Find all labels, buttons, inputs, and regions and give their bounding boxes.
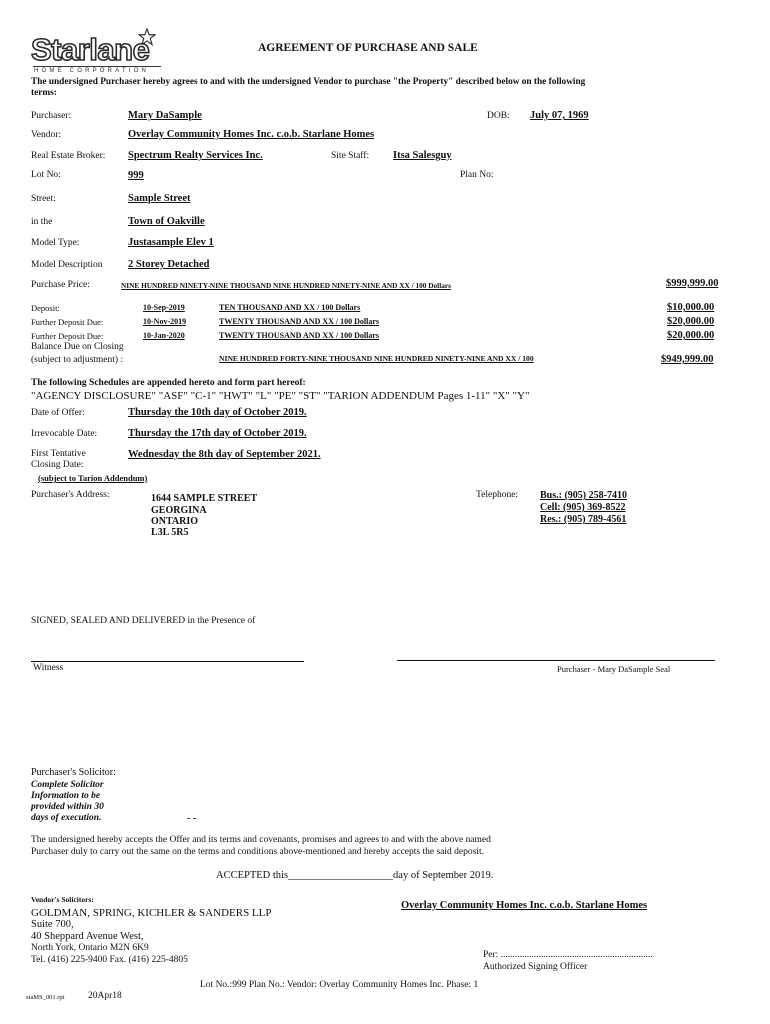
balance-label-1: Balance Due on Closing (31, 342, 124, 352)
authorized-signing-officer: Authorized Signing Officer (483, 962, 588, 972)
purchase-price-words: NINE HUNDRED NINETY-NINE THOUSAND NINE HUNDRED NINETY-NINE AND XX / 100 Dollars (121, 281, 451, 290)
plan-label: Plan No: (460, 170, 494, 180)
footer-file-name: staMS_001.rpt (26, 994, 65, 1001)
schedules-list: "AGENCY DISCLOSURE" "ASF" "C-1" "HWT" "L" "PE" "ST" "TARION ADDENDUM Pages 1-11" "X" "Y" (31, 390, 530, 402)
solicitor-note-1: Complete Solicitor (31, 780, 104, 790)
solicitor-note-3: provided within 30 (31, 802, 104, 812)
dob-label: DOB: (487, 111, 510, 121)
broker-value: Spectrum Realty Services Inc. (128, 150, 263, 161)
vendor-solicitor-suite: Suite 700, (31, 919, 74, 930)
balance-label-2: (subject to adjustment) : (31, 355, 124, 365)
address-line-4: L3L 5R5 (151, 527, 189, 538)
address-line-3: ONTARIO (151, 516, 199, 527)
balance-amount: $949,999.00 (661, 354, 714, 365)
phone-business: Bus.: (905) 258-7410 (540, 490, 627, 501)
vendor-solicitor-city: North York, Ontario M2N 6K9 (31, 943, 149, 953)
telephone-label: Telephone: (476, 490, 519, 500)
model-description-label: Model Description (31, 260, 103, 270)
balance-words: NINE HUNDRED FORTY-NINE THOUSAND NINE HUNDRED NINETY-NINE AND XX / 100 (219, 354, 534, 363)
solicitor-dashes: - - (187, 813, 197, 824)
purchaser-signature-line (397, 660, 715, 661)
footer-summary: Lot No.:999 Plan No.: Vendor: Overlay Community Homes Inc. Phase: 1 (200, 980, 479, 990)
logo-subtitle: HOME CORPORATION (34, 68, 150, 74)
acceptance-line-1: The undersigned hereby accepts the Offer and its terms and covenants, promises and agrees to and with the above named (31, 835, 491, 845)
irrevocable-date-value: Thursday the 17th day of October 2019. (128, 428, 307, 439)
model-type-value: Justasample Elev 1 (128, 237, 214, 248)
purchaser-solicitor-label: Purchaser's Solicitor: (31, 767, 116, 778)
broker-label: Real Estate Broker: (31, 151, 106, 161)
model-type-label: Model Type: (31, 238, 80, 248)
deposit-2-label: Further Deposit Due: (31, 317, 104, 327)
closing-date-value: Wednesday the 8th day of September 2021. (128, 449, 321, 460)
deposit-2-date: 10-Nov-2019 (143, 317, 187, 326)
lot-label: Lot No: (31, 170, 61, 180)
deposit-1-date: 10-Sep-2019 (143, 303, 185, 312)
footer-version: 20Apr18 (88, 991, 122, 1001)
closing-date-label-2: Closing Date: (31, 460, 84, 470)
deposit-3-words: TWENTY THOUSAND AND XX / 100 Dollars (219, 331, 380, 340)
solicitor-note-2: Information to be (31, 791, 101, 801)
irrevocable-date-label: Irrevocable Date: (31, 429, 98, 439)
in-the-label: in the (31, 217, 53, 227)
site-staff-value: Itsa Salesguy (393, 150, 452, 161)
intro-line-2: terms: (31, 88, 57, 98)
purchaser-signature-label: Purchaser - Mary DaSample Seal (557, 664, 671, 674)
deposit-1-amount: $10,000.00 (667, 302, 715, 313)
deposit-2-words: TWENTY THOUSAND AND XX / 100 Dollars (219, 317, 380, 326)
address-line-1: 1644 SAMPLE STREET (151, 493, 258, 504)
purchaser-value: Mary DaSample (128, 110, 202, 121)
acceptance-line-2: Purchaser duly to carry out the same on the terms and conditions above-mentioned and hereby accepts the said deposit. (31, 847, 484, 857)
intro-line-1: The undersigned Purchaser hereby agrees to and with the undersigned Vendor to purchase "the Property" described below on the following (31, 77, 586, 87)
address-line-2: GEORGINA (151, 505, 207, 516)
vendor-label: Vendor: (31, 130, 62, 140)
vendor-solicitor-street: 40 Sheppard Avenue West, (31, 931, 144, 942)
deposit-1-words: TEN THOUSAND AND XX / 100 Dollars (219, 303, 361, 312)
phone-residence: Res.: (905) 789-4561 (540, 514, 627, 525)
model-description-value: 2 Storey Detached (128, 259, 210, 270)
schedules-heading: The following Schedules are appended hereto and form part hereof: (31, 378, 306, 388)
purchaser-label: Purchaser: (31, 111, 72, 121)
company-logo (31, 28, 171, 72)
offer-date-label: Date of Offer: (31, 408, 85, 418)
vendor-solicitors-label: Vendor's Solicitors: (31, 895, 94, 904)
witness-signature-line (31, 661, 304, 662)
phone-cell: Cell: (905) 369-8522 (540, 502, 626, 513)
deposit-1-label: Deposit: (31, 303, 60, 313)
vendor-solicitor-phone: Tel. (416) 225-9400 Fax. (416) 225-4805 (31, 955, 188, 965)
street-label: Street: (31, 194, 56, 204)
vendor-value: Overlay Community Homes Inc. c.o.b. Starlane Homes (128, 129, 375, 140)
in-the-value: Town of Oakville (128, 216, 205, 227)
purchase-price-label: Purchase Price: (31, 280, 90, 290)
deposit-3-label: Further Deposit Due: (31, 331, 104, 341)
dob-value: July 07, 1969 (530, 110, 589, 121)
deposit-2-amount: $20,000.00 (667, 316, 715, 327)
closing-date-note: (subject to Tarion Addendum) (38, 473, 148, 483)
signed-statement: SIGNED, SEALED AND DELIVERED in the Presence of (31, 616, 256, 626)
vendor-signature-name: Overlay Community Homes Inc. c.o.b. Starlane Homes (401, 900, 648, 911)
witness-label: Witness (33, 663, 64, 673)
solicitor-note-4: days of execution. (31, 813, 102, 823)
vendor-per-line: Per: ................................................................ (483, 950, 653, 960)
address-label: Purchaser's Address: (31, 490, 110, 500)
lot-value: 999 (128, 170, 144, 181)
page-title: AGREEMENT OF PURCHASE AND SALE (258, 42, 478, 54)
purchase-price-amount: $999,999.00 (666, 278, 719, 289)
offer-date-value: Thursday the 10th day of October 2019. (128, 407, 307, 418)
deposit-3-amount: $20,000.00 (667, 330, 715, 341)
closing-date-label-1: First Tentative (31, 449, 86, 459)
site-staff-label: Site Staff: (331, 151, 370, 161)
deposit-3-date: 10-Jan-2020 (143, 331, 185, 340)
accepted-this-line: ACCEPTED this____________________day of September 2019. (216, 870, 494, 881)
logo-wordmark: Starlane (31, 32, 150, 67)
vendor-solicitor-firm: GOLDMAN, SPRING, KICHLER & SANDERS LLP (31, 907, 272, 919)
street-value: Sample Street (128, 193, 191, 204)
